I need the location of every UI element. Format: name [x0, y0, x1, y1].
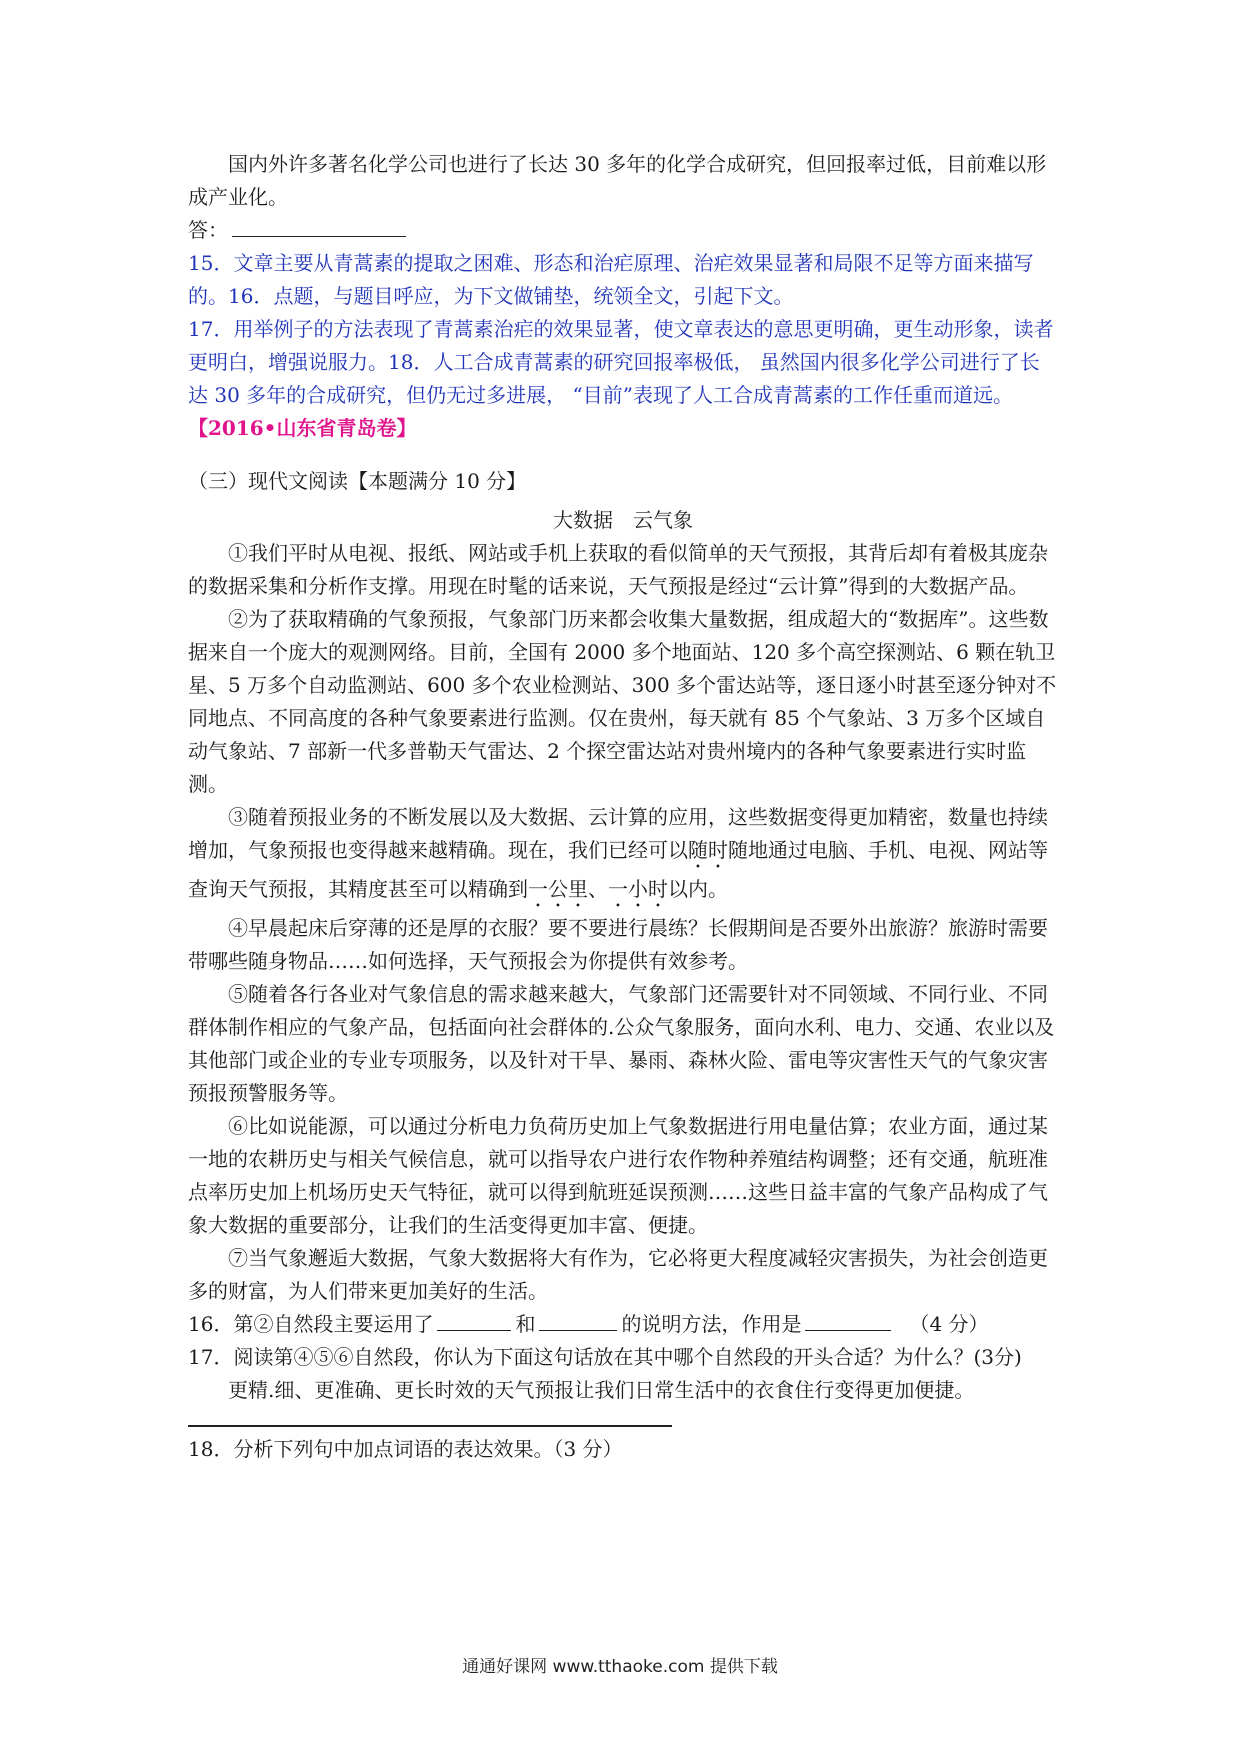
dotted-word-suishi: 随时: [688, 838, 728, 862]
answer-label: 答：: [188, 218, 228, 242]
question-17-sentence: 更精.细、更准确、更长时效的天气预报让我们日常生活中的衣食住行变得更加便捷。: [228, 1378, 975, 1402]
question-16-text-c: 的说明方法，作用是: [621, 1312, 802, 1336]
article-paragraph-1: ①我们平时从电视、报纸、网站或手机上获取的看似简单的天气预报，其背后却有着极其庞杂的数据采集和分析作支撑。用现在时髦的话来说，天气预报是经过“云计算”得到的大数据产品。: [188, 541, 1048, 598]
article-paragraph-3: [188, 801, 1058, 912]
question-17: 17．阅读第④⑤⑥自然段，你认为下面这句话放在其中哪个自然段的开头合适？为什么？(3分): [188, 1345, 1022, 1369]
document-body: [188, 148, 1058, 1466]
intro-paragraph: 国内外许多著名化学公司也进行了长达 30 多年的化学合成研究，但回报率过低，目前难以形成产业化。: [188, 152, 1047, 209]
question-16-blank-2[interactable]: [539, 1329, 617, 1331]
paragraph-3-text-b: 随地通过电脑、手机、电视、网站等查询天气预报，其精度甚至可以精确到: [188, 838, 1048, 901]
dotted-word-yixiaoshi: 一小时: [608, 877, 668, 901]
answer-line: [188, 214, 1058, 247]
question-16: [188, 1308, 1058, 1341]
article-paragraph-6: ⑥比如说能源，可以通过分析电力负荷历史加上气象数据进行用电量估算；农业方面，通过某一地的农耕历史与相关气候信息，就可以指导农户进行农作物种养殖结构调整；还有交通，航班准点率历史加上机场历史天气特征，就可以得到航班延误预测……这些日益丰富的气象产品构成了气象大数据的重要部分，让我们的生活变得更加丰富、便捷。: [188, 1114, 1048, 1237]
question-16-score: （4 分）: [909, 1312, 989, 1336]
section-heading: （三）现代文阅读【本题满分 10 分】: [188, 469, 527, 493]
question-18: 18．分析下列句中加点词语的表达效果。（3 分）: [188, 1437, 623, 1461]
paragraph-3-text-e: 以内。: [668, 877, 728, 901]
question-16-text-a: 16．第②自然段主要运用了: [188, 1312, 434, 1336]
page-footer: 通通好课网 www.tthaoke.com 提供下载: [462, 1657, 778, 1677]
answer-key-17-18: 17．用举例子的方法表现了青蒿素治疟的效果显著，使文章表达的意思更明确，更生动形象，读者更明白，增强说服力。18．人工合成青蒿素的研究回报率极低， 虽然国内很多化学公司进行了长达 30 多年的合成研究，但仍无过多进展， “目前”表现了人工合成青蒿素的工作任重而道远。: [188, 317, 1054, 407]
paragraph-3-text-c: 、: [588, 877, 608, 901]
source-tag: 【2016•山东省青岛卷】: [188, 416, 417, 440]
question-16-blank-1[interactable]: [437, 1329, 511, 1331]
article-paragraph-4: ④早晨起床后穿薄的还是厚的衣服？要不要进行晨练？长假期间是否要外出旅游？旅游时需要带哪些随身物品……如何选择，天气预报会为你提供有效参考。: [188, 916, 1048, 973]
article-paragraph-7: ⑦当气象邂逅大数据，气象大数据将大有作为，它必将更大程度减轻灾害损失，为社会创造更多的财富，为人们带来更加美好的生活。: [188, 1246, 1048, 1303]
paragraph-3-text-a: ③随着预报业务的不断发展以及大数据、云计算的应用，这些数据变得更加精密，数量也持续增加，气象预报也变得越来越精确。现在，我们已经可以: [188, 805, 1048, 862]
dotted-word-yigongli: 一公里: [528, 877, 588, 901]
article-paragraph-2: ②为了获取精确的气象预报，气象部门历来都会收集大量数据，组成超大的“数据库”。这些数据来自一个庞大的观测网络。目前，全国有 2000 多个地面站、120 多个高空探测站、6 颗在轨卫星、5 万多个自动监测站、600 多个农业检测站、300 多个雷达站等，逐日逐小时甚至逐分钟对不同地点、不同高度的各种气象要素进行监测。仅在贵州，每天就有 85 个气象站、3 万多个区域自动气象站、7 部新一代多普勒天气雷达、2 个探空雷达站对贵州境内的各种气象要素进行实时监测。: [188, 607, 1057, 796]
question-16-text-b: 和: [515, 1312, 536, 1336]
article-paragraph-5: ⑤随着各行各业对气象信息的需求越来越大，气象部门还需要针对不同领域、不同行业、不同群体制作相应的气象产品，包括面向社会群体的.公众气象服务，面向水利、电力、交通、农业以及其他部门或企业的专业专项服务，以及针对干旱、暴雨、森林火险、雷电等灾害性天气的气象灾害预报预警服务等。: [188, 982, 1055, 1105]
answer-blank[interactable]: [232, 235, 406, 237]
answer-key-15-16: 15．文章主要从青蒿素的提取之困难、形态和治疟原理、治疟效果显著和局限不足等方面来描写的。16．点题，与题目呼应，为下文做铺垫，统领全文，引起下文。: [188, 251, 1034, 308]
question-16-blank-3[interactable]: [805, 1329, 891, 1331]
answer-line-17[interactable]: [188, 1425, 672, 1427]
article-title: 大数据 云气象: [553, 508, 693, 532]
